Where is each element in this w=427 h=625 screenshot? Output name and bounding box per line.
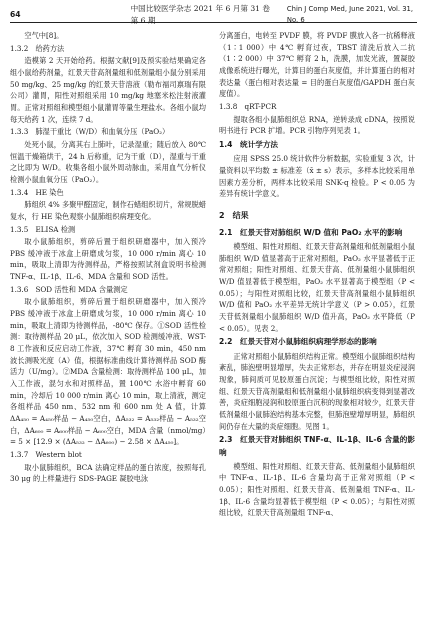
body-paragraph: 造模第 2 天开始给药。根据文献[9]及预实验结果确定各组小鼠给药剂量，红景天苷高剂量组和低剂量组小鼠分别采用 50 mg/kg、25 mg/kg 的红景天苷溶液（勒布福司禀瑞有限公司）灌胃，阳性对照组采用 10 mg/kg 地塞米松注射液灌胃。正常对照组和模型组小鼠灌胃等量生理盐水。各组小鼠均每天给药 1 次，连续 7 d。	[10, 56, 206, 124]
body-paragraph: 取小鼠肺组织，剪碎后置于组织研磨器中，加入预冷 PBS 缓冲液于冰盒上研磨成匀浆，10 000 r/min 离心 10 min，吸取上清即为待测样品，严格按照试剂盒说明书检测 TNF-α、IL-1β、IL-6、MDA 含量和 SOD 活性。	[10, 237, 206, 282]
page-number: 64	[10, 9, 21, 19]
body-paragraph: 分离蛋白，电转至 PVDF 膜，将 PVDF 膜放入各一抗稀释液（1∶1 000）中 4℃ 孵育过夜，TBST 清洗后放入二抗（1∶2 000）中 37℃ 孵育 2 h，洗膜，加发光液，置凝胶成像系统进行曝光，计算目的蛋白灰度值，并计算蛋白的相对表达量（蛋白相对表达量 = 目的蛋白灰度值/GAPDH 蛋白灰度值）。	[219, 31, 415, 99]
subsubsection-heading: 1.3.8 qRT-PCR	[219, 101, 277, 111]
left-column	[10, 30, 206, 486]
subsubsection-heading: 1.3.3 肺湿干重比（W/D）和血氧分压（PaO₂）	[10, 127, 170, 137]
subsection-heading: 2.3 红景天苷对肺组织 TNF-α、IL-1β、IL-6 含量的影响	[219, 435, 415, 457]
spacer	[219, 201, 415, 206]
body-paragraph: 肺组织 4% 多聚甲醛固定，制作石蜡组织切片，常规脱蜡复水，行 HE 染色观察小鼠肺组织病理变化。	[10, 200, 206, 221]
section-heading: 2 结果	[219, 210, 249, 220]
body-paragraph: 模型组、阳性对照组、红景天苷高、低剂量组小鼠肺组织中 TNF-α、IL-1β、IL-6 含量均高于正常对照组（P < 0.05）；阳性对照组、红景天苷高、低剂量组 TNF-α、IL-1β、IL-6 含量均显著低于模型组（P < 0.05）；与阳性对照组比较，红景天苷高剂量组 TNF-α、	[219, 461, 415, 518]
body-paragraph: 取小鼠肺组织，BCA 法确定样品的蛋白浓度，按照每孔 30 μg 的上样量进行 SDS-PAGE 凝胶电泳	[10, 462, 206, 484]
body-paragraph: 处死小鼠，分离其右上肺叶，记录湿重；随后放入 80℃ 恒温干燥箱烘干，24 h 后称重，记为干重（D），湿重与干重之比即为 W/D。收集各组小鼠外周动脉血，采用血气分析仪检测小鼠血氧分压（PaO₂）。	[10, 139, 206, 184]
subsection-heading: 2.2 红景天苷对小鼠肺组织病理学形态的影响	[219, 337, 377, 347]
body-paragraph: 空气中[8]。	[24, 31, 64, 40]
subsubsection-heading: 1.3.6 SOD 活性和 MDA 含量测定	[10, 284, 128, 294]
right-column	[219, 30, 415, 520]
subsection-heading: 1.4 统计学方法	[219, 139, 279, 149]
body-paragraph: 正常对照组小鼠肺组织结构正常。模型组小鼠肺组织结构紊乱，肺泡壁明显增厚，失去正常形态，并存在明显炎症浸润现象，肺间质可见胶原蛋白沉淀；与模型组比较，阳性对照组、红景天苷高剂量组和低剂量组小鼠肺组织病变得到显著改善，炎症细胞浸润和胶原蛋白沉积的现象相对较少，红景天苷低剂量组小鼠肺泡结构基本完整，但肺泡壁增厚明显，肺组织间仍存在大量的炎症细胞。见图 1。	[219, 351, 415, 431]
subsubsection-heading: 1.3.7 Western blot	[10, 449, 82, 459]
journal-title-cn: 中国比较医学杂志 2021 年 6 月第 31 卷第 6 期	[130, 3, 271, 25]
journal-title-en: Chin J Comp Med, June 2021, Vol. 31, No. 6	[286, 5, 414, 24]
running-header	[10, 3, 417, 25]
subsubsection-heading: 1.3.5 ELISA 检测	[10, 224, 76, 234]
body-paragraph: 模型组、阳性对照组、红景天苷高剂量组和低剂量组小鼠肺组织 W/D 值显著高于正常对照组，PaO₂ 水平显著低于正常对照组；阳性对照组、红景天苷高、低剂量组小鼠肺组织 W/D 值显著低于模型组，PaO₂ 水平显著高于模型组（P < 0.05）；与阳性对照组比较，红景天苷高剂量组小鼠肺组织 W/D 值和 PaO₂ 水平差异无统计学意义（P > 0.05），红景天苷低剂量组小鼠肺组织 W/D 值升高，PaO₂ 水平降低（P < 0.05）。见表 2。	[219, 242, 415, 333]
subsubsection-heading: 1.3.2 给药方法	[10, 43, 65, 53]
body-paragraph: 提取各组小鼠肺组织总 RNA，逆转录成 cDNA，按照说明书进行 PCR 扩增。PCR 引物序列见表 1。	[219, 114, 415, 136]
body-paragraph: 应用 SPSS 25.0 统计软件分析数据，实验重复 3 次，计量资料以平均数 ± 标准差（x̄ ± s）表示，多样本比较采用单因素方差分析，两样本比较采用 SNK-q 检验。P < 0.05 为差异有统计学意义。	[219, 154, 415, 199]
subsubsection-heading: 1.3.4 HE 染色	[10, 187, 64, 197]
body-paragraph: 取小鼠肺组织，剪碎后置于组织研磨器中，加入预冷 PBS 缓冲液于冰盒上研磨成匀浆，10 000 r/min 离心 10 min，吸取上清即为待测样品，-80℃ 保存。①SOD 活性检测：取待测样品 20 μL，依次加入 SOD 检测缓冲液、WST-8 工作液和反应启动工作液，37℃ 孵育 30 min，450 nm 波长测吸光度（A）值，根据标准曲线计算待测样品 SOD 酶活力（U/mg）。②MDA 含量检测：取待测样品 100 μL，加入工作液，混匀水和对照样品，置 100℃ 水浴中孵育 60 min，冷却后 10 000 r/min 离心 10 min，取上清液，测定各组样品 450 nm、532 nm 和 600 nm 处 A 值，计算 ΔA₄₅₀ = A₄₅₀样品 − A₄₅₀空白，ΔA₅₃₂ = A₅₃₂样品 − A₅₃₂空白，ΔA₆₀₀ = A₆₀₀样品 − A₆₀₀空白，MDA 含量（nmol/mg）= 5 × [12.9 × (ΔA₅₃₂ − ΔA₆₀₀) − 2.58 × ΔA₄₅₀]。	[10, 297, 206, 447]
subsection-heading: 2.1 红景天苷对肺组织 W/D 值和 PaO₂ 水平的影响	[219, 227, 403, 237]
